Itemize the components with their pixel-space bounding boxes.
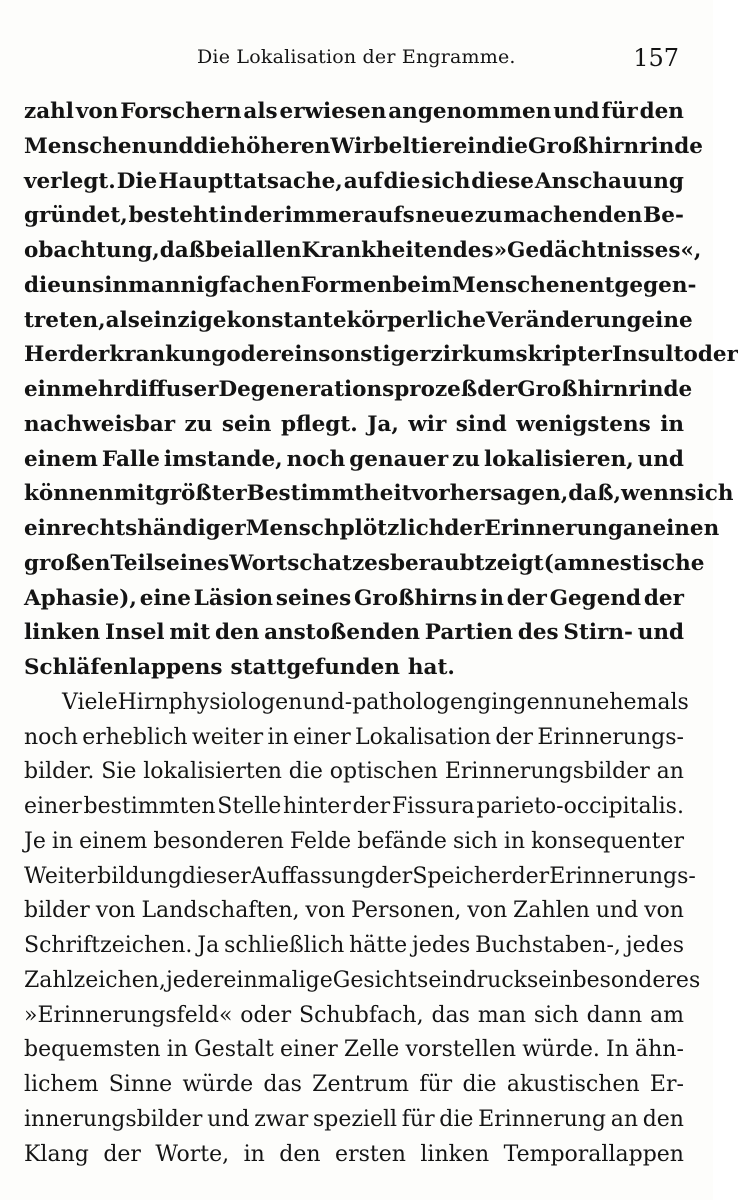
word: daß,: [568, 481, 622, 507]
word: aufs: [363, 203, 415, 229]
text-line: [24, 929, 684, 964]
word: machenden: [503, 203, 643, 229]
word: ein: [280, 342, 319, 368]
word: und: [595, 898, 639, 924]
word: der: [444, 516, 485, 541]
word: akustischen: [506, 1072, 640, 1097]
word: ersten: [335, 1141, 406, 1167]
word: sich: [684, 481, 734, 507]
word: seines: [275, 585, 352, 611]
word: einer: [279, 1037, 338, 1063]
word: lokalisieren,: [483, 446, 634, 472]
word: an: [622, 516, 653, 541]
word: des: [452, 238, 494, 263]
word: angenommen: [388, 99, 552, 124]
word: noch: [286, 446, 346, 472]
word: In: [606, 1037, 629, 1063]
word: Stirn-: [563, 620, 633, 646]
word: Zahlen: [513, 898, 590, 924]
word: Großhirnrinde: [517, 377, 693, 402]
word: innerungsbilder: [24, 1106, 203, 1132]
text-line: [24, 999, 684, 1034]
word: bei: [205, 238, 242, 263]
text-line: [24, 1068, 684, 1103]
word: Veränderung: [485, 307, 642, 333]
word: die: [24, 272, 61, 298]
word: Auffassung: [250, 863, 375, 889]
word: der: [511, 863, 550, 889]
text-line: [24, 234, 702, 269]
word: Weiterbildung: [24, 863, 182, 889]
word: der: [374, 863, 413, 889]
word: treten,: [24, 307, 106, 333]
word: wir: [408, 411, 447, 437]
text-line: [24, 1103, 684, 1138]
word: uns: [60, 272, 105, 298]
word: ähn-: [635, 1037, 684, 1063]
word: der: [103, 1141, 141, 1167]
text-line: [24, 199, 684, 234]
word: die: [288, 759, 323, 785]
word: Erinnerung: [484, 516, 623, 541]
word: würde: [182, 1072, 254, 1097]
word: in: [51, 828, 74, 854]
word: Anschauung: [534, 168, 684, 194]
word: in: [480, 585, 504, 611]
word: Gesichtseindruck: [332, 967, 527, 993]
word: von: [75, 99, 119, 124]
word: sein: [526, 967, 573, 993]
word: entgegen-: [575, 272, 697, 298]
text-line: [24, 338, 738, 373]
word: eine: [641, 307, 693, 333]
word: den: [279, 1141, 321, 1167]
word: für: [601, 99, 638, 124]
word: einem: [79, 828, 148, 854]
word: allen: [241, 238, 302, 263]
word: diese: [471, 168, 534, 194]
word: auf: [343, 168, 383, 194]
word: in: [467, 133, 492, 159]
word: die: [193, 133, 231, 159]
word: besonderen: [153, 828, 284, 854]
text-line: [24, 651, 684, 686]
word: an: [656, 759, 684, 785]
word: Mensch: [245, 516, 340, 541]
word: »Erinnerungsfeld«: [24, 1002, 233, 1028]
word: und: [147, 133, 194, 159]
word: körperliche: [346, 307, 486, 333]
word: Aphasie),: [24, 585, 137, 611]
word: des: [517, 620, 559, 646]
word: Erinnerung: [478, 1106, 607, 1132]
text-line: [24, 686, 689, 721]
word: Gegend: [549, 585, 642, 611]
word: pflegt.: [280, 411, 358, 437]
word: bilder.: [24, 759, 95, 785]
text-line: [24, 1033, 684, 1068]
word: ehemals: [596, 689, 689, 715]
word: die: [491, 133, 528, 159]
word: höheren: [230, 133, 331, 159]
word: Hirnphysiologen: [117, 689, 303, 715]
word: Viele: [62, 689, 118, 715]
word: der: [643, 585, 684, 611]
word: Menschen: [24, 133, 148, 159]
word: dann: [586, 1002, 643, 1028]
word: konstante: [226, 307, 347, 333]
word: linken: [420, 1141, 490, 1167]
word: und: [637, 620, 684, 646]
word: Buchstaben-,: [475, 933, 621, 958]
text-line: [24, 165, 684, 200]
word: großen: [24, 550, 111, 576]
word: wenn: [621, 481, 685, 507]
word: Großhirns: [354, 585, 478, 611]
text-line: [24, 443, 684, 478]
word: einen: [652, 516, 720, 541]
word: Haupttatsache,: [158, 168, 343, 194]
word: parieto-occipitalis.: [476, 794, 684, 819]
word: die: [383, 168, 421, 194]
word: Sinne: [108, 1072, 173, 1097]
word: von: [644, 898, 684, 924]
word: in: [104, 272, 129, 298]
word: gründet,: [24, 203, 128, 229]
word: einer: [24, 794, 82, 819]
word: Schubfach,: [299, 1002, 424, 1028]
word: können: [24, 481, 114, 507]
word: beim: [392, 272, 452, 298]
word: rechtshändiger: [61, 516, 246, 541]
word: mehr: [61, 377, 125, 402]
word: besonderes: [572, 967, 701, 993]
word: und: [302, 689, 345, 715]
word: hätte: [349, 933, 408, 958]
word: hinter: [283, 794, 351, 819]
word: zahl: [24, 99, 74, 124]
word: Herderkrankung: [24, 342, 227, 368]
word: seines: [153, 550, 230, 576]
word: zirkumskripter: [430, 342, 612, 368]
word: erwiesen: [279, 99, 387, 124]
word: an: [610, 1106, 639, 1132]
word: und: [637, 446, 684, 472]
word: beraubt: [389, 550, 485, 576]
word: verlegt.: [24, 168, 116, 194]
word: schließlich: [224, 933, 345, 958]
word: in: [219, 203, 243, 229]
word: Sie: [101, 759, 137, 785]
word: besteht: [128, 203, 219, 229]
text-line: [24, 304, 693, 339]
word: mit: [169, 620, 211, 646]
word: Erinnerungs-: [537, 724, 684, 750]
word: in: [267, 724, 289, 750]
word: Klang: [24, 1141, 89, 1167]
word: Wortschatzes: [229, 550, 390, 576]
word: das: [263, 1072, 302, 1097]
word: würde.: [522, 1037, 600, 1063]
word: sich: [452, 828, 498, 854]
word: oder: [683, 342, 738, 368]
word: Krankheiten: [301, 238, 453, 263]
word: hat.: [407, 655, 455, 680]
text-line: [24, 825, 684, 860]
word: gingen: [477, 689, 554, 715]
word: oder: [226, 342, 281, 368]
word: jedes: [625, 933, 684, 958]
word: bilder: [24, 898, 90, 924]
text-line: [24, 269, 697, 304]
word: in: [660, 411, 684, 437]
text-line: [24, 582, 684, 617]
word: Erinnerungsbilder: [444, 759, 650, 785]
word: »Gedächtnisses«,: [493, 238, 702, 263]
word: nun: [553, 689, 597, 715]
word: vorstellen: [405, 1037, 517, 1063]
word: optischen: [329, 759, 438, 785]
word: vorhersagen,: [411, 481, 569, 507]
word: in: [166, 1037, 188, 1063]
word: sind: [455, 411, 507, 437]
word: der: [506, 585, 547, 611]
text-line: [24, 512, 720, 547]
word: Stelle: [217, 794, 282, 819]
word: plötzlich: [339, 516, 445, 541]
word: jedes: [412, 933, 471, 958]
running-title: Die Lokalisation der Engramme.: [197, 46, 516, 68]
word: Bestimmtheit: [246, 481, 412, 507]
text-line: [24, 894, 684, 929]
word: lichem: [24, 1072, 99, 1097]
word: der: [352, 794, 391, 819]
word: sein: [221, 411, 272, 437]
word: größter: [154, 481, 247, 507]
word: Lokalisation: [355, 724, 492, 750]
word: bequemsten: [24, 1037, 161, 1063]
word: Personen,: [351, 898, 462, 924]
word: der: [495, 724, 534, 750]
word: diffuser: [124, 377, 219, 402]
word: am: [650, 1002, 684, 1028]
word: nachweisbar: [24, 411, 176, 437]
text-line: [24, 130, 703, 165]
word: (amnestische: [543, 550, 705, 576]
word: Partien: [424, 620, 514, 646]
word: Menschen: [451, 272, 576, 298]
word: stattgefunden: [230, 655, 400, 680]
word: von: [305, 898, 346, 924]
word: daß: [159, 238, 206, 263]
word: immer: [284, 203, 364, 229]
word: einzige: [139, 307, 227, 333]
text-line: [24, 547, 705, 582]
word: wenigstens: [516, 411, 651, 437]
word: noch: [24, 724, 78, 750]
word: von: [467, 898, 508, 924]
word: anstoßenden: [264, 620, 421, 646]
text-line: [24, 95, 684, 130]
word: Insult: [612, 342, 684, 368]
word: zu: [184, 411, 213, 437]
text-line: [24, 964, 701, 999]
word: zu: [474, 203, 503, 229]
text-line: [24, 755, 684, 790]
text-line: [24, 373, 693, 408]
word: in: [243, 1141, 265, 1167]
word: Schriftzeichen.: [24, 933, 193, 958]
word: Erinnerungs-: [549, 863, 696, 889]
word: linken: [24, 620, 101, 646]
word: für: [401, 1106, 435, 1132]
page-number: 157: [633, 44, 679, 72]
word: der: [477, 377, 518, 402]
word: zu: [452, 446, 480, 472]
word: Teil: [110, 550, 154, 576]
text-line: [24, 408, 684, 443]
word: Ja: [197, 933, 220, 958]
word: zwar: [254, 1106, 309, 1132]
word: konsequenter: [531, 828, 684, 854]
word: sich: [421, 168, 471, 194]
word: bestimmten: [83, 794, 216, 819]
word: als: [105, 307, 140, 333]
word: erheblich: [82, 724, 188, 750]
text-line: [24, 860, 696, 895]
word: Degenerationsprozeß: [218, 377, 478, 402]
word: zeigt: [484, 550, 544, 576]
word: Er-: [649, 1072, 684, 1097]
word: Temporallappen: [503, 1141, 684, 1167]
word: eine: [139, 585, 191, 611]
word: sich: [533, 1002, 579, 1028]
word: in: [503, 828, 526, 854]
word: Worte,: [155, 1141, 230, 1167]
word: und: [207, 1106, 250, 1132]
word: Zelle: [343, 1037, 400, 1063]
text-line: [24, 616, 684, 651]
word: Schläfenlappens: [24, 655, 223, 680]
word: weiter: [191, 724, 264, 750]
word: von: [95, 898, 136, 924]
word: -pathologen: [344, 689, 478, 715]
word: ein: [24, 516, 62, 541]
word: man: [477, 1002, 526, 1028]
word: obachtung,: [24, 238, 160, 263]
word: einmalige: [223, 967, 333, 993]
word: das: [431, 1002, 470, 1028]
word: oder: [240, 1002, 292, 1028]
word: Landschaften,: [141, 898, 300, 924]
word: Forschern: [120, 99, 242, 124]
word: und: [553, 99, 600, 124]
word: Formen: [300, 272, 393, 298]
word: befände: [357, 828, 447, 854]
word: neue: [415, 203, 475, 229]
word: die: [439, 1106, 474, 1132]
word: der: [243, 203, 284, 229]
word: Falle: [101, 446, 160, 472]
word: Großhirnrinde: [528, 133, 703, 159]
word: mannigfachen: [128, 272, 301, 298]
word: den: [639, 99, 684, 124]
word: Zentrum: [312, 1072, 410, 1097]
word: einer: [292, 724, 351, 750]
word: Wirbeltiere: [330, 133, 468, 159]
word: genauer: [349, 446, 449, 472]
text-line: [24, 477, 734, 512]
word: Die: [116, 168, 158, 194]
word: dieser: [181, 863, 251, 889]
word: Zahlzeichen,: [24, 967, 166, 993]
word: Je: [24, 828, 46, 854]
word: Fissura: [391, 794, 475, 819]
word: ein: [24, 377, 62, 402]
word: für: [419, 1072, 453, 1097]
body-text: [24, 95, 738, 1172]
word: Insel: [104, 620, 165, 646]
word: den: [214, 620, 260, 646]
word: speziell: [312, 1106, 398, 1132]
word: imstande,: [163, 446, 283, 472]
text-line: [24, 1138, 684, 1173]
word: Gestalt: [194, 1037, 274, 1063]
word: Speicher: [412, 863, 512, 889]
word: jeder: [165, 967, 224, 993]
text-line: [24, 721, 684, 756]
word: die: [462, 1072, 497, 1097]
word: lokalisierten: [143, 759, 282, 785]
word: Läsion: [193, 585, 274, 611]
word: Felde: [289, 828, 352, 854]
word: mit: [113, 481, 155, 507]
word: einem: [24, 446, 98, 472]
word: sonstiger: [318, 342, 431, 368]
page-header: [0, 44, 713, 76]
word: Be-: [643, 203, 684, 229]
text-line: [24, 790, 684, 825]
word: den: [642, 1106, 684, 1132]
word: als: [243, 99, 278, 124]
word: Ja,: [367, 411, 399, 437]
